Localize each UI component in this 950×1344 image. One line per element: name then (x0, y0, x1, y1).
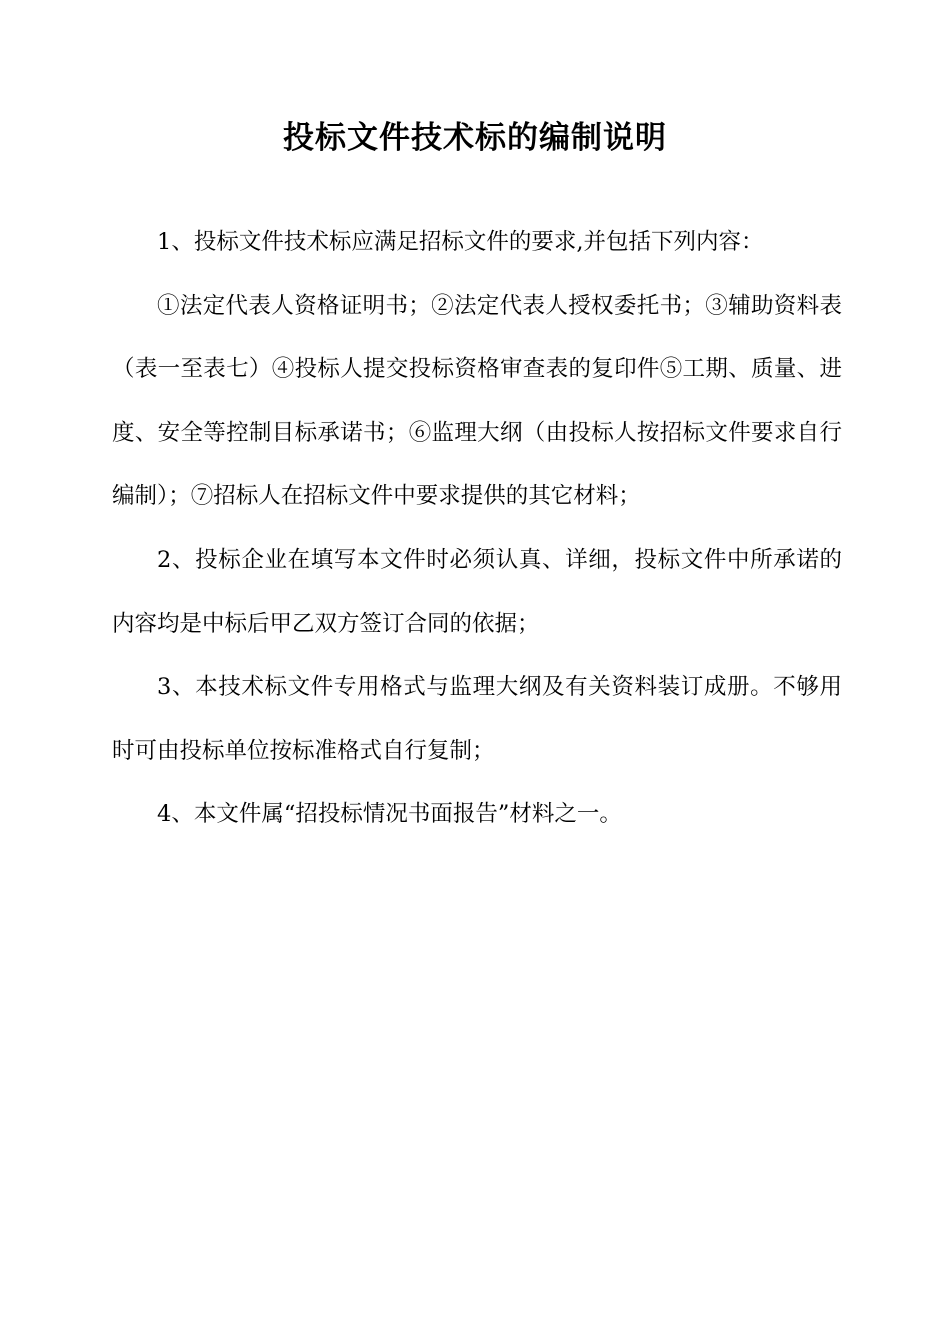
paragraph-filling-instructions: 2、投标企业在填写本文件时必须认真、详细，投标文件中所承诺的内容均是中标后甲乙双方签订合同的依据； (112, 546, 842, 637)
paragraph-requirements: 1、投标文件技术标应满足招标文件的要求,并包括下列内容： (157, 229, 764, 255)
paragraph-report-note: 4、本文件属“招投标情况书面报告”材料之一。 (157, 801, 622, 828)
document-body (112, 211, 842, 847)
paragraph-binding-instructions: 3、本技术标文件专用格式与监理大纲及有关资料装订成册。不够用时可由投标单位按标准格式自行复制； (112, 674, 842, 764)
paragraph-contents-list: ①法定代表人资格证明书；②法定代表人授权委托书；③辅助资料表（表一至表七）④投标人提交投标资格审查表的复印件⑤工期、质量、进度、安全等控制目标承诺书；⑥监理大纲（由投标人按招标文件要求自行编制）；⑦招标人在招标文件中要求提供的其它材料； (112, 292, 842, 510)
document-title: 投标文件技术标的编制说明 (283, 120, 667, 156)
